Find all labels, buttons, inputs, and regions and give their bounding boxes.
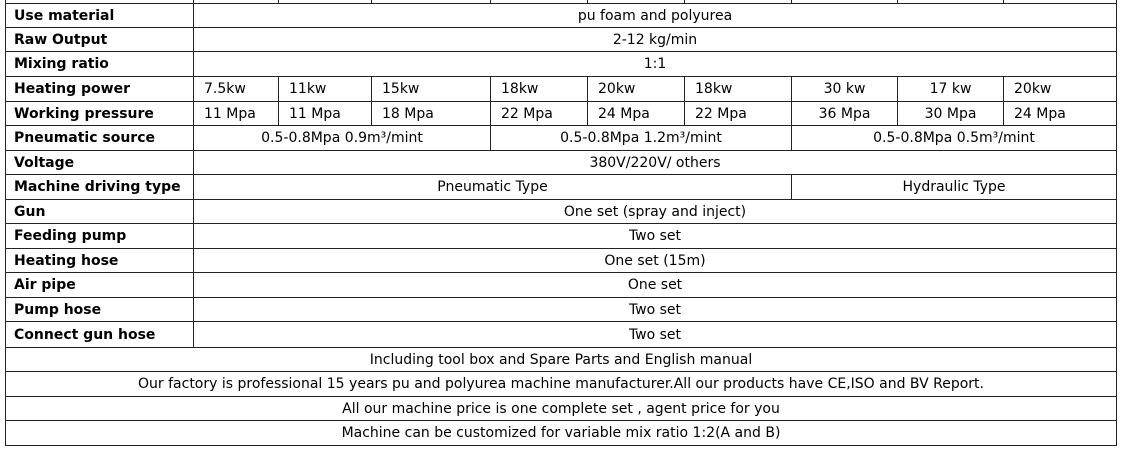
row-label-voltage: Voltage bbox=[5, 150, 194, 175]
row-label-pump-hose: Pump hose bbox=[5, 297, 194, 322]
working-pressure-cell: 24 Mpa bbox=[587, 101, 685, 126]
value-voltage: 380V/220V/ others bbox=[193, 150, 1117, 175]
row-label-use-material: Use material bbox=[5, 3, 194, 28]
row-label-heating-hose: Heating hose bbox=[5, 248, 194, 273]
working-pressure-cell: 11 Mpa bbox=[278, 101, 372, 126]
working-pressure-cell: 30 Mpa bbox=[897, 101, 1004, 126]
heating-power-cell: 18kw bbox=[684, 76, 792, 102]
value-pump-hose: Two set bbox=[193, 297, 1117, 322]
value-mixing-ratio: 1:1 bbox=[193, 51, 1117, 77]
row-label-connect-gun-hose: Connect gun hose bbox=[5, 321, 194, 348]
row-label-machine-driving-type: Machine driving type bbox=[5, 174, 194, 200]
note-row: All our machine price is one complete set , agent price for you bbox=[5, 396, 1117, 421]
heating-power-cell: 30 kw bbox=[791, 76, 898, 102]
row-label-heating-power: Heating power bbox=[5, 76, 194, 102]
row-label-pneumatic-source: Pneumatic source bbox=[5, 125, 194, 151]
heating-power-cell: 18kw bbox=[490, 76, 588, 102]
note-row: Including tool box and Spare Parts and English manual bbox=[5, 347, 1117, 372]
row-label-mixing-ratio: Mixing ratio bbox=[5, 51, 194, 77]
value-gun: One set (spray and inject) bbox=[193, 199, 1117, 224]
heating-power-cell: 20kw bbox=[1003, 76, 1117, 102]
heating-power-cell: 11kw bbox=[278, 76, 372, 102]
row-label-raw-output: Raw Output bbox=[5, 27, 194, 52]
driving-type-cell: Pneumatic Type bbox=[193, 174, 792, 200]
value-feeding-pump: Two set bbox=[193, 223, 1117, 249]
note-row: Our factory is professional 15 years pu and polyurea machine manufacturer.All our products have CE,ISO and BV Report. bbox=[5, 371, 1117, 397]
pneumatic-source-cell: 0.5-0.8Mpa 0.5m³/mint bbox=[791, 125, 1117, 151]
working-pressure-cell: 22 Mpa bbox=[684, 101, 792, 126]
working-pressure-cell: 18 Mpa bbox=[371, 101, 491, 126]
value-use-material: pu foam and polyurea bbox=[193, 3, 1117, 28]
value-raw-output: 2-12 kg/min bbox=[193, 27, 1117, 52]
driving-type-cell: Hydraulic Type bbox=[791, 174, 1117, 200]
row-label-air-pipe: Air pipe bbox=[5, 272, 194, 298]
heating-power-cell: 15kw bbox=[371, 76, 491, 102]
heating-power-cell: 20kw bbox=[587, 76, 685, 102]
value-air-pipe: One set bbox=[193, 272, 1117, 298]
note-row: Machine can be customized for variable mix ratio 1:2(A and B) bbox=[5, 420, 1117, 446]
row-label-gun: Gun bbox=[5, 199, 194, 224]
working-pressure-cell: 24 Mpa bbox=[1003, 101, 1117, 126]
pneumatic-source-cell: 0.5-0.8Mpa 0.9m³/mint bbox=[193, 125, 491, 151]
heating-power-cell: 17 kw bbox=[897, 76, 1004, 102]
pneumatic-source-cell: 0.5-0.8Mpa 1.2m³/mint bbox=[490, 125, 792, 151]
row-label-working-pressure: Working pressure bbox=[5, 101, 194, 126]
value-connect-gun-hose: Two set bbox=[193, 321, 1117, 348]
value-heating-hose: One set (15m) bbox=[193, 248, 1117, 273]
row-label-feeding-pump: Feeding pump bbox=[5, 223, 194, 249]
working-pressure-cell: 36 Mpa bbox=[791, 101, 898, 126]
working-pressure-cell: 22 Mpa bbox=[490, 101, 588, 126]
working-pressure-cell: 11 Mpa bbox=[193, 101, 279, 126]
heating-power-cell: 7.5kw bbox=[193, 76, 279, 102]
